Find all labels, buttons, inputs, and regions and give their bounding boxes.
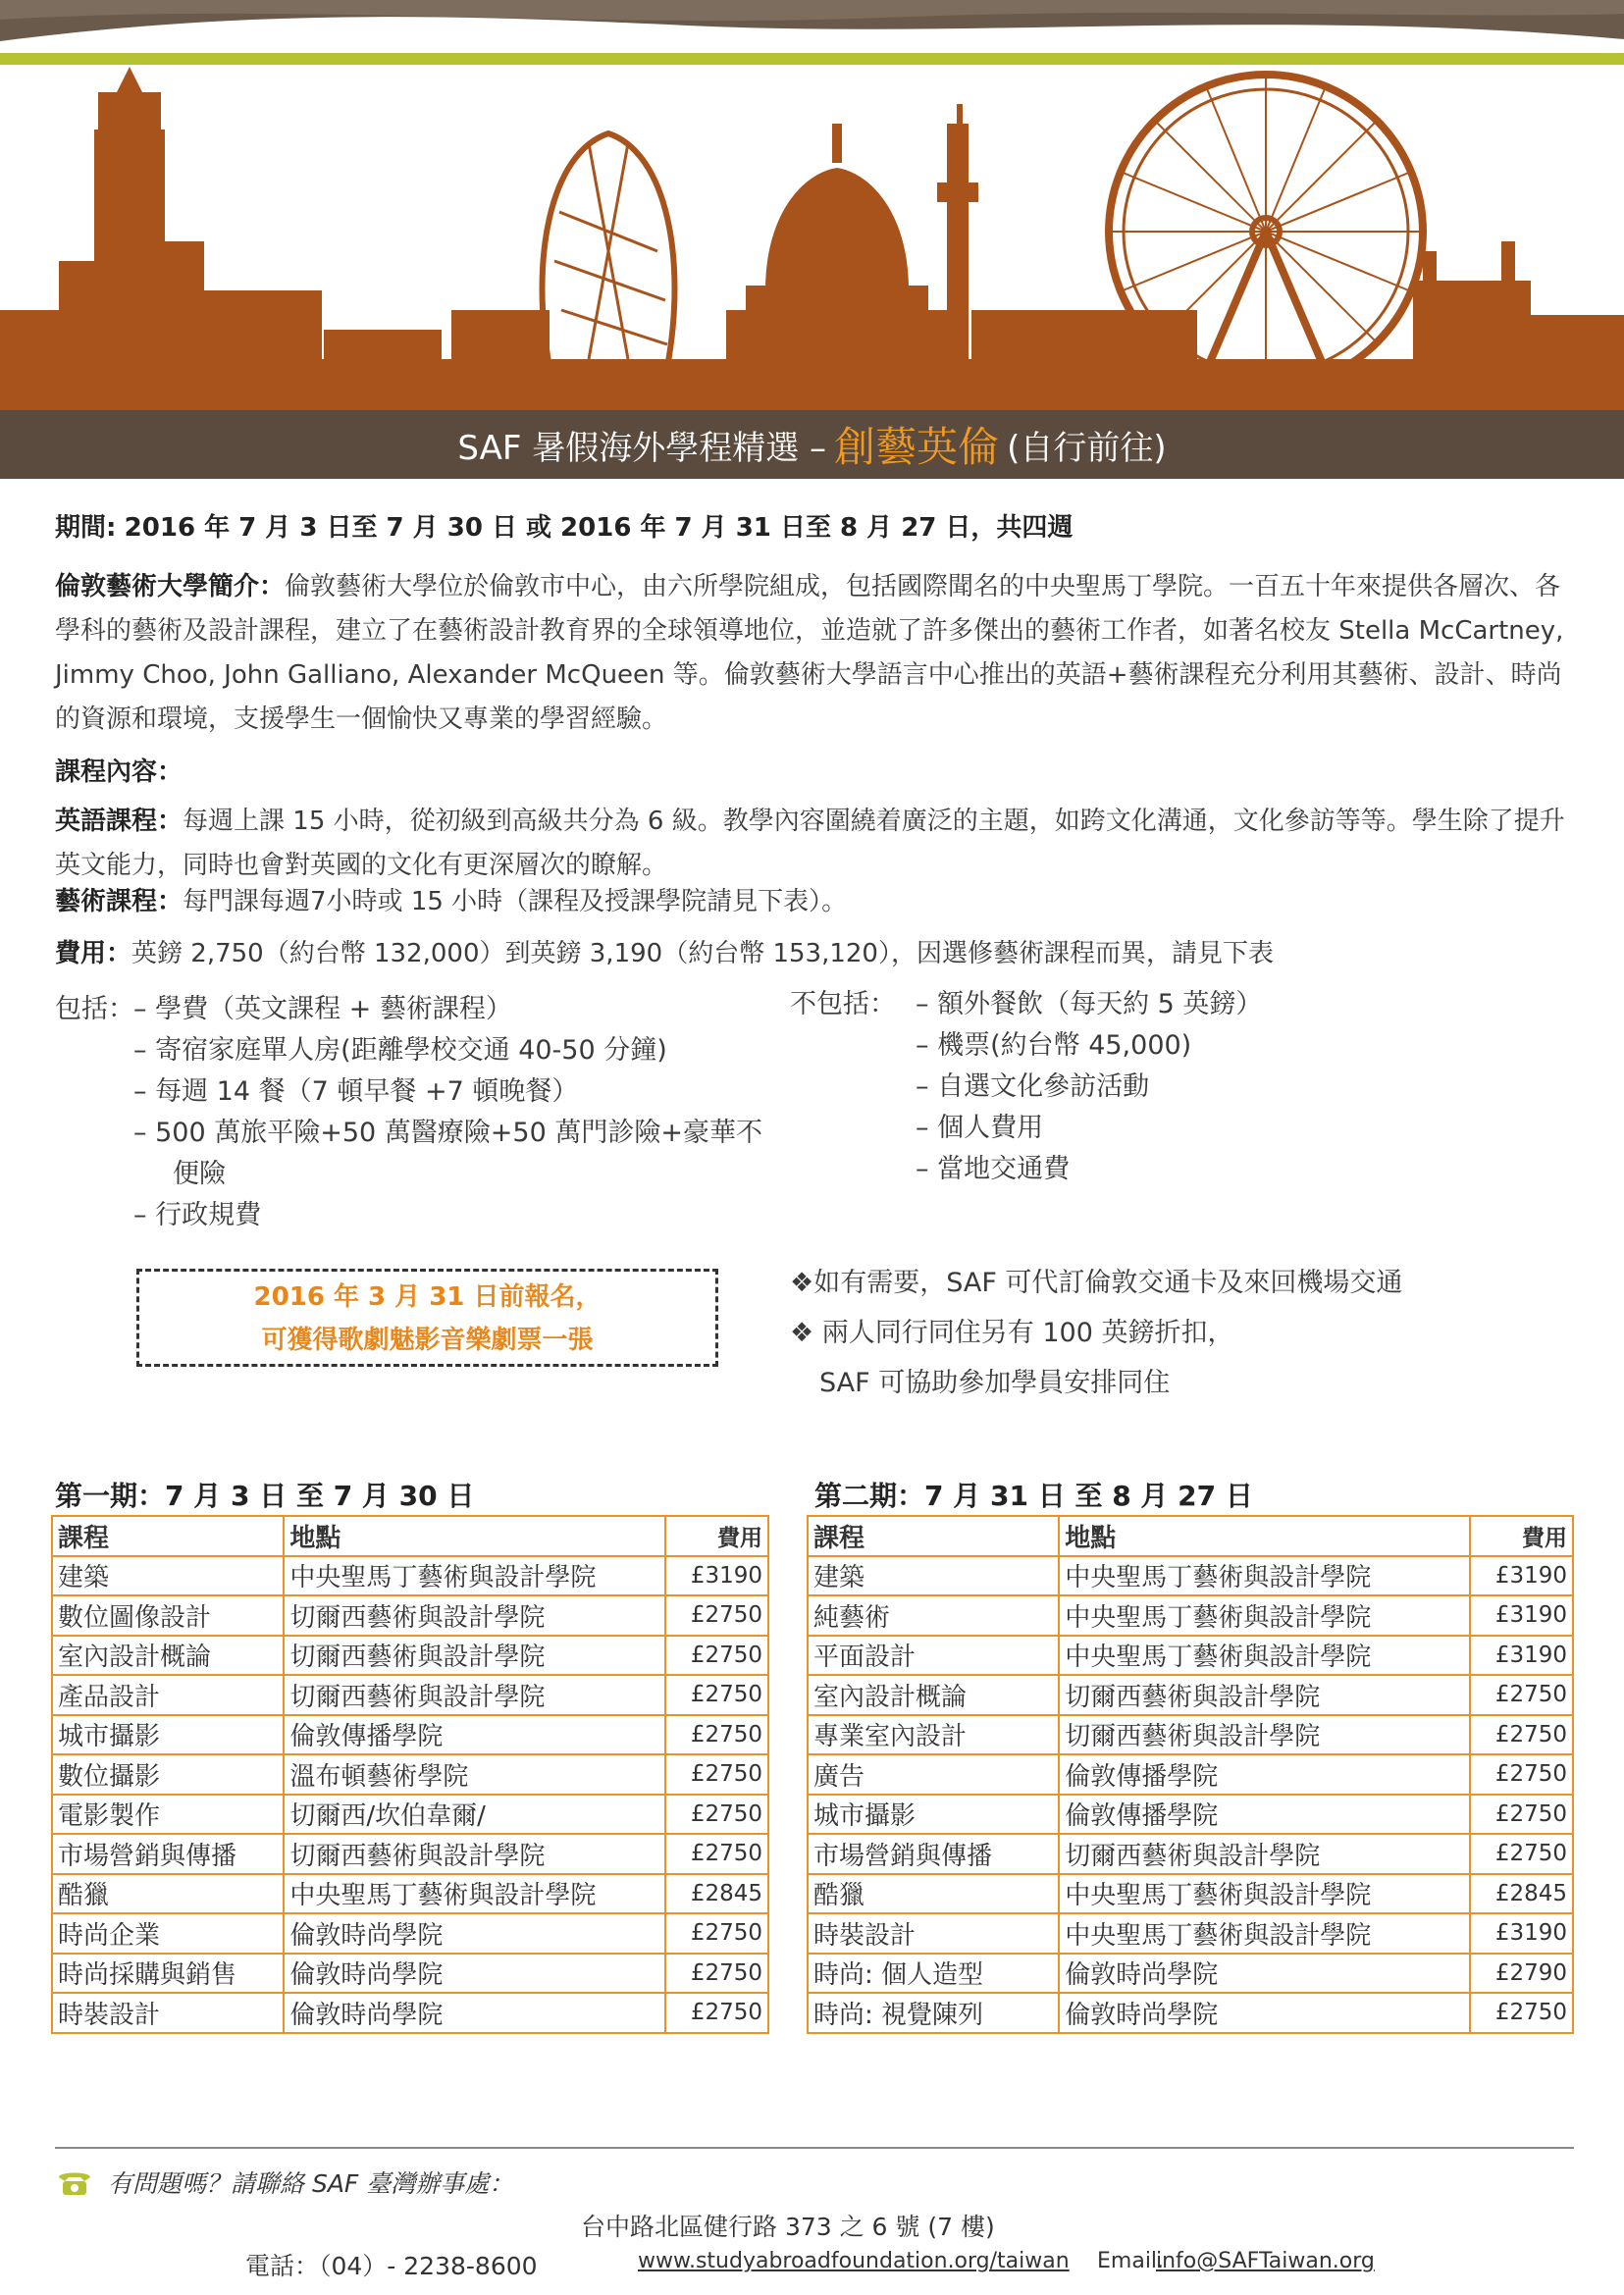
table-row [808, 1993, 1573, 2033]
excludes-item: – 額外餐飲（每天約 5 英鎊） [916, 989, 1263, 1019]
term2-table [807, 1515, 1574, 2034]
banner-title-suffix: (自行前往) [1007, 428, 1167, 468]
art-course-paragraph [55, 880, 1586, 924]
fee-cell: £2750 [1470, 1675, 1573, 1715]
intro-paragraph [55, 565, 1586, 742]
table-row [52, 1754, 768, 1795]
term1-table [51, 1515, 769, 2034]
location-cell: 中央聖馬丁藝術與設計學院 [1059, 1595, 1470, 1636]
course-cell: 平面設計 [808, 1636, 1059, 1676]
course-cell: 數位圖像設計 [52, 1595, 284, 1636]
fee-cell: £3190 [1470, 1556, 1573, 1596]
table-row [808, 1715, 1573, 1755]
course-cell: 純藝術 [808, 1595, 1059, 1636]
header-green-stripe [0, 53, 1624, 65]
fee-cell: £2750 [1470, 1834, 1573, 1874]
course-cell: 專業室內設計 [808, 1715, 1059, 1755]
includes-item: – 500 萬旅平險+50 萬醫療險+50 萬門診險+豪華不 [133, 1118, 762, 1148]
location-cell: 切爾西藝術與設計學院 [1059, 1715, 1470, 1755]
location-cell: 倫敦時尚學院 [284, 1913, 665, 1954]
course-cell: 廣告 [808, 1754, 1059, 1795]
location-cell: 倫敦時尚學院 [284, 1954, 665, 1994]
footer-question-row [55, 2165, 513, 2200]
table-row [808, 1636, 1573, 1676]
excludes-item: – 機票(約台幣 45,000) [916, 1030, 1192, 1061]
term1-title: 第一期：7 月 3 日 至 7 月 30 日 [55, 1480, 475, 1512]
footer-divider [55, 2147, 1574, 2149]
course-cell: 時裝設計 [52, 1993, 284, 2033]
footer-email-link[interactable]: info@SAFTaiwan.org [1156, 2249, 1375, 2273]
table-row [808, 1754, 1573, 1795]
table-row [808, 1913, 1573, 1954]
table-header-row [52, 1516, 768, 1556]
note-roommate: SAF 可協助參加學員安排同住 [819, 1368, 1171, 1398]
table-header-row [808, 1516, 1573, 1556]
location-cell: 倫敦時尚學院 [1059, 1954, 1470, 1994]
course-cell: 時尚採購與銷售 [52, 1954, 284, 1994]
fee-cell: £2750 [665, 1913, 768, 1954]
location-cell: 切爾西藝術與設計學院 [1059, 1834, 1470, 1874]
course-cell: 城市攝影 [808, 1795, 1059, 1835]
footer-address: 台中路北區健行路 373 之 6 號 (7 樓) [581, 2213, 995, 2241]
fee-cell: £3190 [1470, 1913, 1573, 1954]
excludes-item: – 自選文化參訪活動 [916, 1071, 1150, 1102]
fee-cell: £2750 [665, 1595, 768, 1636]
header-wave [0, 0, 1624, 53]
header-location: 地點 [284, 1516, 665, 1556]
location-cell: 切爾西藝術與設計學院 [284, 1595, 665, 1636]
table-row [52, 1795, 768, 1835]
location-cell: 切爾西藝術與設計學院 [284, 1834, 665, 1874]
footer-phone: 電話：（04）- 2238-8600 [245, 2252, 538, 2280]
table-row [808, 1675, 1573, 1715]
location-cell: 倫敦傳播學院 [284, 1715, 665, 1755]
location-cell: 切爾西/坎伯韋爾/ [284, 1795, 665, 1835]
location-cell: 切爾西藝術與設計學院 [284, 1636, 665, 1676]
header-fee: 費用 [1470, 1516, 1573, 1556]
excludes-item: – 當地交通費 [916, 1154, 1071, 1184]
course-cell: 時尚企業 [52, 1913, 284, 1954]
term2-title: 第二期：7 月 31 日 至 8 月 27 日 [814, 1480, 1253, 1512]
english-course-text: 每週上課 15 小時，從初級到高級共分為 6 級。教學內容圍繞着廣泛的主題，如跨文化溝通，文化參訪等等。學生除了提升英文能力，同時也會對英國的文化有更深層次的瞭解。 [55, 807, 1565, 880]
fee-paragraph [55, 932, 1586, 976]
period-line [55, 506, 1586, 550]
fee-cell: £2750 [665, 1993, 768, 2033]
table-row [808, 1874, 1573, 1914]
includes-item: – 學費（英文課程 + 藝術課程） [133, 994, 512, 1024]
includes-item: – 行政規費 [133, 1200, 262, 1230]
table-row [52, 1993, 768, 2033]
course-cell: 產品設計 [52, 1675, 284, 1715]
fee-cell: £2750 [665, 1795, 768, 1835]
course-cell: 酷獵 [52, 1874, 284, 1914]
table-row [52, 1636, 768, 1676]
excludes-list [790, 984, 1262, 1190]
fee-cell: £2750 [665, 1715, 768, 1755]
fee-label: 費用： [55, 939, 132, 968]
course-cell: 建築 [52, 1556, 284, 1596]
header-location: 地點 [1059, 1516, 1470, 1556]
footer-email-label: Email. [1097, 2249, 1165, 2273]
banner-title-highlight: 創藝英倫 [834, 423, 1000, 471]
location-cell: 倫敦傳播學院 [1059, 1795, 1470, 1835]
table-row [52, 1595, 768, 1636]
includes-item: – 寄宿家庭單人房(距離學校交通 40-50 分鐘) [133, 1035, 667, 1066]
includes-list [55, 989, 762, 1236]
includes-item: – 每週 14 餐（7 頓早餐 +7 頓晚餐） [133, 1076, 579, 1107]
fee-cell: £2750 [665, 1754, 768, 1795]
promo-line-1: 2016 年 3 月 31 日前報名， [253, 1282, 602, 1312]
location-cell: 切爾西藝術與設計學院 [284, 1675, 665, 1715]
fee-cell: £2845 [1470, 1874, 1573, 1914]
table-row [808, 1834, 1573, 1874]
includes-label: 包括： [55, 994, 134, 1024]
location-cell: 中央聖馬丁藝術與設計學院 [1059, 1556, 1470, 1596]
course-cell: 時裝設計 [808, 1913, 1059, 1954]
location-cell: 倫敦時尚學院 [1059, 1993, 1470, 2033]
table-row [52, 1874, 768, 1914]
course-cell: 城市攝影 [52, 1715, 284, 1755]
fee-cell: £2750 [665, 1954, 768, 1994]
course-heading: 課程內容： [55, 757, 183, 787]
course-cell: 時尚: 個人造型 [808, 1954, 1059, 1994]
promo-line-2: 可獲得歌劇魅影音樂劇票一張 [261, 1326, 594, 1355]
fee-cell: £2845 [665, 1874, 768, 1914]
table-row [52, 1954, 768, 1994]
promo-box [136, 1269, 718, 1367]
table-row [808, 1795, 1573, 1835]
course-cell: 數位攝影 [52, 1754, 284, 1795]
table-row [808, 1556, 1573, 1596]
english-course-paragraph [55, 800, 1586, 888]
location-cell: 溫布頓藝術學院 [284, 1754, 665, 1795]
header-course: 課程 [52, 1516, 284, 1556]
fee-cell: £2750 [1470, 1715, 1573, 1755]
table-row [52, 1556, 768, 1596]
footer-question: 有問題嗎？請聯絡 SAF 臺灣辦事處： [108, 2169, 514, 2198]
fee-cell: £2750 [665, 1675, 768, 1715]
location-cell: 中央聖馬丁藝術與設計學院 [1059, 1874, 1470, 1914]
intro-text: 倫敦藝術大學位於倫敦市中心，由六所學院組成，包括國際聞名的中央聖馬丁學院。一百五十年來提供各層次、各學科的藝術及設計課程，建立了在藝術設計教育界的全球領導地位，並造就了許多傑出的藝術工作者，如著名校友 Stella McCartney, Jimmy Choo, John Galliano, Alexander McQueen 等。倫敦藝術大學語言中心推出的英語+藝術課程充分利用其藝術、設計、時尚的資源和環境，支援學生一個愉快又專業的學習經驗。 [55, 572, 1564, 734]
location-cell: 中央聖馬丁藝術與設計學院 [284, 1874, 665, 1914]
art-course-text: 每門課每週7小時或 15 小時（課程及授課學院請見下表）。 [183, 887, 848, 916]
table-row [52, 1675, 768, 1715]
banner-title-prefix: SAF 暑假海外學程精選 – [457, 428, 827, 468]
intro-label: 倫敦藝術大學簡介： [55, 572, 286, 601]
footer-website-link[interactable]: www.studyabroadfoundation.org/taiwan [638, 2249, 1070, 2273]
table-row [52, 1834, 768, 1874]
course-cell: 酷獵 [808, 1874, 1059, 1914]
fee-cell: £2790 [1470, 1954, 1573, 1994]
fee-cell: £2750 [1470, 1993, 1573, 2033]
includes-item: 便險 [173, 1159, 226, 1189]
course-cell: 時尚: 視覺陳列 [808, 1993, 1059, 2033]
fee-cell: £2750 [665, 1636, 768, 1676]
table-row [52, 1715, 768, 1755]
location-cell: 中央聖馬丁藝術與設計學院 [284, 1556, 665, 1596]
phone-icon [55, 2167, 94, 2197]
location-cell: 中央聖馬丁藝術與設計學院 [1059, 1636, 1470, 1676]
location-cell: 倫敦傳播學院 [1059, 1754, 1470, 1795]
table-row [808, 1595, 1573, 1636]
fee-cell: £2750 [1470, 1754, 1573, 1795]
fee-cell: £3190 [665, 1556, 768, 1596]
course-cell: 市場營銷與傳播 [808, 1834, 1059, 1874]
fee-cell: £2750 [665, 1834, 768, 1874]
location-cell: 倫敦時尚學院 [284, 1993, 665, 2033]
course-cell: 室內設計概論 [808, 1675, 1059, 1715]
english-course-label: 英語課程： [55, 807, 183, 836]
title-banner [0, 410, 1624, 479]
excludes-label: 不包括： [790, 989, 896, 1019]
course-cell: 市場營銷與傳播 [52, 1834, 284, 1874]
fee-cell: £2750 [1470, 1795, 1573, 1835]
header-course: 課程 [808, 1516, 1059, 1556]
excludes-item: – 個人費用 [916, 1113, 1044, 1143]
art-course-label: 藝術課程： [55, 887, 183, 916]
location-cell: 切爾西藝術與設計學院 [1059, 1675, 1470, 1715]
note-transport: ❖如有需要，SAF 可代訂倫敦交通卡及來回機場交通 [790, 1268, 1403, 1298]
note-discount: ❖ 兩人同行同住另有 100 英鎊折扣， [790, 1318, 1234, 1348]
fee-cell: £3190 [1470, 1595, 1573, 1636]
london-skyline-image [0, 65, 1624, 410]
course-cell: 室內設計概論 [52, 1636, 284, 1676]
notes-list [790, 1261, 1402, 1405]
fee-cell: £3190 [1470, 1636, 1573, 1676]
header-fee: 費用 [665, 1516, 768, 1556]
course-cell: 電影製作 [52, 1795, 284, 1835]
period-label: 期間: [55, 513, 117, 543]
period-text: 2016 年 7 月 3 日至 7 月 30 日 或 2016 年 7 月 31 日至 8 月 27 日，共四週 [124, 513, 1074, 543]
location-cell: 中央聖馬丁藝術與設計學院 [1059, 1913, 1470, 1954]
fee-text: 英鎊 2,750（約台幣 132,000）到英鎊 3,190（約台幣 153,120），因選修藝術課程而異，請見下表 [131, 939, 1274, 968]
table-row [808, 1954, 1573, 1994]
course-cell: 建築 [808, 1556, 1059, 1596]
table-row [52, 1913, 768, 1954]
